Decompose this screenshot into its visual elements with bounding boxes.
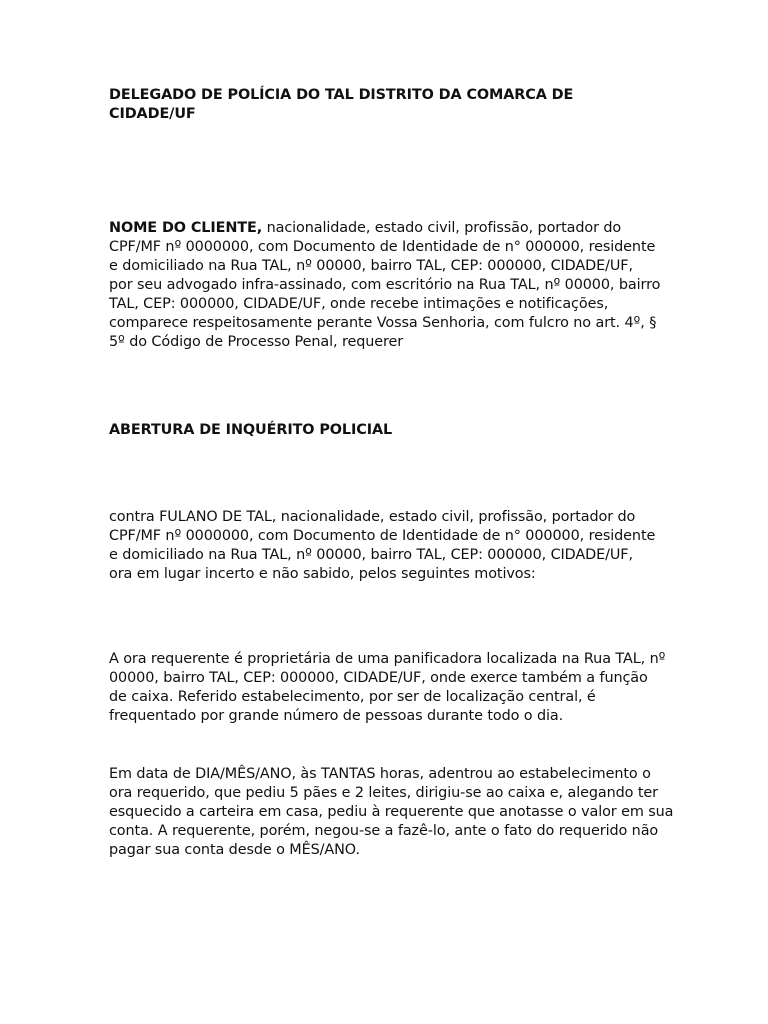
paragraph-line: A ora requerente é proprietária de uma panificadora localizada na Rua TAL, nº [109, 651, 666, 667]
paragraph-line: Em data de DIA/MÊS/ANO, às TANTAS horas, adentrou ao estabelecimento o [109, 766, 651, 782]
addressee-line: CIDADE/UF [109, 106, 196, 122]
addressee-heading [109, 86, 661, 124]
paragraph-line: conta. A requerente, porém, negou-se a fazê-lo, ante o fato do requerido não [109, 823, 659, 839]
client-name: NOME DO CLIENTE, [109, 220, 263, 236]
paragraph-line: de caixa. Referido estabelecimento, por ser de localização central, é [109, 689, 596, 705]
paragraph-line: ora requerido, que pediu 5 pães e 2 leites, dirigiu-se ao caixa e, alegando ter [109, 785, 658, 801]
paragraph-line: 5º do Código de Processo Penal, requerer [109, 334, 404, 350]
client-qualification-paragraph [109, 219, 661, 352]
paragraph-line: ora em lugar incerto e não sabido, pelos seguintes motivos: [109, 566, 536, 582]
paragraph-line: e domiciliado na Rua TAL, nº 00000, bairro TAL, CEP: 000000, CIDADE/UF, [109, 258, 633, 274]
paragraph-line: TAL, CEP: 000000, CIDADE/UF, onde recebe intimações e notificações, [109, 296, 609, 312]
facts-paragraph-2 [109, 765, 674, 860]
addressee-line: DELEGADO DE POLÍCIA DO TAL DISTRITO DA COMARCA DE [109, 87, 574, 103]
paragraph-line: frequentado por grande número de pessoas durante todo o dia. [109, 708, 564, 724]
paragraph-line: CPF/MF nº 0000000, com Documento de Identidade de n° 000000, residente [109, 528, 656, 544]
client-details: nacionalidade, estado civil, profissão, portador do [262, 220, 622, 236]
paragraph-line: esquecido a carteira em casa, pediu à requerente que anotasse o valor em sua [109, 804, 674, 820]
paragraph-line: contra FULANO DE TAL, nacionalidade, estado civil, profissão, portador do [109, 509, 636, 525]
request-title-text: ABERTURA DE INQUÉRITO POLICIAL [109, 422, 393, 438]
defendant-qualification-paragraph [109, 508, 661, 584]
request-title [109, 421, 661, 440]
paragraph-line: por seu advogado infra-assinado, com escritório na Rua TAL, nº 00000, bairro [109, 277, 661, 293]
paragraph-line: CPF/MF nº 0000000, com Documento de Identidade de n° 000000, residente [109, 239, 656, 255]
paragraph-line: comparece respeitosamente perante Vossa Senhoria, com fulcro no art. 4º, § [109, 315, 657, 331]
facts-paragraph-1 [109, 650, 666, 726]
paragraph-line: 00000, bairro TAL, CEP: 000000, CIDADE/UF, onde exerce também a função [109, 670, 648, 686]
paragraph-line: e domiciliado na Rua TAL, nº 00000, bairro TAL, CEP: 000000, CIDADE/UF, [109, 547, 633, 563]
paragraph-line [109, 219, 661, 238]
paragraph-line: pagar sua conta desde o MÊS/ANO. [109, 842, 360, 858]
